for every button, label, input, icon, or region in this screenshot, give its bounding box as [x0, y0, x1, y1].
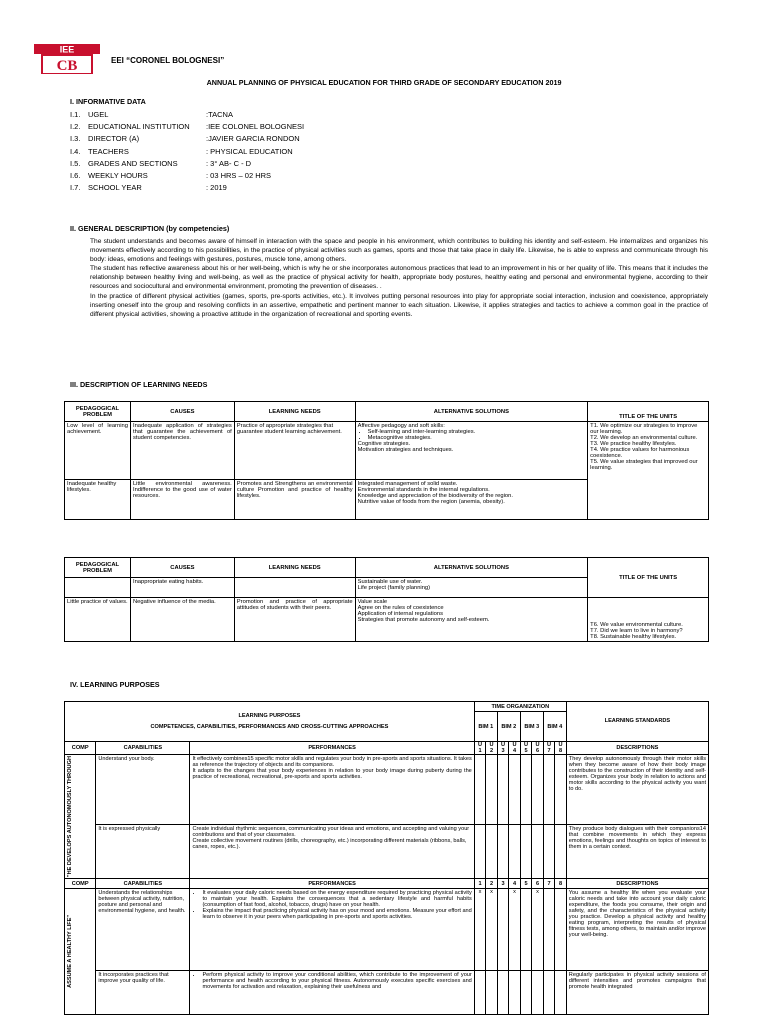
- unit-mark-cell: x: [532, 889, 544, 971]
- time-organization-header: TIME ORGANIZATION: [474, 702, 566, 712]
- unit-title: T6. We value environmental culture.: [590, 622, 683, 628]
- performance-bullet: • It evaluates your daily caloric needs based on the energy expenditure required by practicing physical activity to maintain your health. Explains the consequences that a sedentary lifestyle and harmful habits (consumption of fast food, alcohol, tobacco, drugs) have on your health.: [202, 890, 471, 908]
- unit-number: 2: [486, 879, 498, 889]
- capabilities-header: CAPABILITIES: [96, 879, 190, 889]
- performances-header: PERFORMANCES: [190, 742, 474, 755]
- unit-mark-cell: [543, 889, 555, 971]
- learning-purposes-table: [64, 701, 709, 1015]
- info-number: I.4.: [70, 146, 81, 156]
- svg-text:IEE: IEE: [59, 44, 75, 55]
- solution-line: Sustainable use of water.: [357, 579, 423, 585]
- unit-mark-cell: x: [474, 889, 486, 971]
- info-row: [70, 110, 304, 122]
- unit-title: T7. Did we learn to live in harmony?: [590, 628, 683, 634]
- unit-mark-cell: [532, 755, 544, 825]
- solution-line: Knowledge and appreciation of the biodiversity of the region.: [357, 493, 513, 499]
- units-cell: [588, 422, 709, 520]
- unit-column-header: [555, 742, 567, 755]
- unit-number: 4: [509, 879, 521, 889]
- problem-cell: [65, 578, 131, 598]
- performance-bullet: • Explains the impact that practicing physical activity has on your mood and emotions. Measure your effort and learn to observe it in your peers when participating in pre-sports and sports activities.: [202, 908, 471, 920]
- info-value: : 2019: [206, 183, 227, 193]
- causes-cell: Inadequate application of strategies that guarantee the achievement of student competencies.: [130, 422, 234, 480]
- description-paragraph: In the practice of different physical activities (games, sports, pre-sports activities, etc.). It involves putting personal resources into play for appropriate social interaction, inclusion and coexistence, appropriately inserting oneself into the group and resolving conflicts in an assertive, empathetic and pertinent manner to each situation. Likewise, it applies strategies and tactics to achieve a common goal in the practice of different physical activities, showing a proactive attitude in the organization of recreational and sporting events.: [90, 292, 708, 318]
- unit-mark-cell: [520, 825, 532, 879]
- solution-line: Nutritive value of foods from the region (anemia, obesity).: [357, 499, 505, 505]
- section-heading-general-description: II. GENERAL DESCRIPTION (by competencies): [70, 224, 230, 233]
- unit-mark-cell: [555, 971, 567, 1015]
- unit-mark-cell: [555, 889, 567, 971]
- purposes-title-line: LEARNING PURPOSES: [238, 712, 301, 719]
- solution-line: Environmental standards in the internal regulations.: [357, 487, 490, 493]
- unit-mark-cell: [532, 825, 544, 879]
- info-number: I.5.: [70, 158, 81, 168]
- description-paragraph: The student has reflective awareness about his or her well-being, which is why he or she incorporates autonomous practices that lead to an improvement in his or her quality of life. This means that it includes the relationship between healthy living and well-being, as well as the practice of physical activity for health, appropriate body postures, healthy eating and personal and environmental hygiene, according to their resources and sociocultural and environmental environment, promoting the prevention of diseases. .: [90, 265, 708, 291]
- competence-label: "HE DEVELOPS AUTONOMOUSLY THROUGH: [67, 756, 73, 878]
- info-key: TEACHERS: [88, 146, 129, 156]
- info-row: [70, 147, 304, 159]
- unit-column-header: [543, 742, 555, 755]
- solution-bullet: • Metacognitive strategies.: [368, 435, 586, 441]
- standard-description: You assume a healthy life when you evaluate your caloric needs and take into account your daily caloric expenditure, the foods you consume, their origin and safety, and the characteristics of the physical activity you practice. Develop a physical activity and healthy eating program, interpreting the results of physical fitness tests, among others, to maintain and/or improve your well-being.: [566, 889, 708, 971]
- info-value: : 3° AB- C - D: [206, 158, 252, 168]
- unit-mark-cell: [543, 755, 555, 825]
- performance-text: Create collective movement routines (drills, choreography, etc.) incorporating different materials (ribbons, balls, canes, ropes, etc.).: [192, 838, 467, 851]
- col-header: TITLE OF THE UNITS: [588, 402, 709, 422]
- unit-number: 8: [558, 748, 563, 754]
- informative-data-list: [70, 110, 304, 195]
- info-key: WEEKLY HOURS: [88, 170, 148, 180]
- unit-number: 5: [520, 879, 532, 889]
- info-row: [70, 134, 304, 146]
- capability-cell: It is expressed physically: [96, 825, 190, 879]
- problem-cell: Inadequate healthy lifestyles.: [65, 480, 131, 520]
- performance-cell: [190, 755, 474, 825]
- school-logo: [34, 44, 100, 74]
- unit-mark-cell: [486, 971, 498, 1015]
- col-header: PEDAGOGICAL PROBLEM: [65, 402, 131, 422]
- info-row: [70, 183, 304, 195]
- standards-header: LEARNING STANDARDS: [566, 702, 708, 742]
- unit-title: T2. We develop an environmental culture.: [590, 435, 698, 441]
- learning-needs-table-continued: [64, 557, 709, 642]
- unit-mark-cell: [509, 825, 521, 879]
- col-header: PEDAGOGICAL PROBLEM: [65, 558, 131, 578]
- unit-column-header: [497, 742, 509, 755]
- solution-line: Integrated management of solid waste.: [357, 481, 458, 487]
- unit-column-header: [474, 742, 486, 755]
- capabilities-header: CAPABILITIES: [96, 742, 190, 755]
- competence-cell: [65, 755, 96, 879]
- learning-needs-table: [64, 401, 709, 520]
- info-value: :IEE COLONEL BOLOGNESI: [206, 122, 305, 132]
- unit-mark-cell: [509, 755, 521, 825]
- competence-cell: [65, 889, 96, 1015]
- descriptions-header: DESCRIPTIONS: [566, 879, 708, 889]
- performance-cell: [190, 825, 474, 879]
- solution-line: Strategies that promote autonomy and self-esteem.: [357, 617, 490, 623]
- unit-mark-cell: [555, 755, 567, 825]
- bim-header: BIM 3: [520, 712, 543, 742]
- causes-cell: Negative influence of the media.: [130, 598, 234, 642]
- unit-mark-cell: [497, 971, 509, 1015]
- col-header: ALTERNATIVE SOLUTIONS: [355, 558, 588, 578]
- capability-cell: Understands the relationships between physical activity, nutrition, posture and personal and environmental hygiene, and health.: [96, 889, 190, 971]
- performance-bullet: • Perform physical activity to improve your conditional abilities, which contribute to the improvement of your performance and health according to your physical fitness. Autonomously executes specific exercises and movements for activation and relaxation, explaining their usefulness and: [202, 972, 471, 990]
- document-title: ANNUAL PLANNING OF PHYSICAL EDUCATION FOR THIRD GRADE OF SECONDARY EDUCATION 2019: [206, 78, 562, 87]
- unit-letter: U: [524, 742, 529, 748]
- solution-line: Affective pedagogy and soft skills:: [357, 423, 445, 429]
- info-key: UGEL: [88, 110, 109, 119]
- unit-mark-cell: [474, 971, 486, 1015]
- unit-mark-cell: [509, 971, 521, 1015]
- needs-cell: [234, 578, 355, 598]
- unit-mark-cell: [486, 825, 498, 879]
- info-number: I.2.: [70, 122, 81, 132]
- unit-number: 4: [512, 748, 517, 754]
- description-paragraph: The student understands and becomes aware of himself in interaction with the space and people in his environment, which contributes to building his identity and self-esteem. He internalizes and organizes his movements effectively according to his possibilities, in the practice of physical activities such as games, sports and those that take place in daily life. Likewise, he is able to express and communicate through his body: ideas, emotions and feelings with gestures, postures, muscle tone, among others.: [90, 238, 708, 264]
- school-name: EEI “CORONEL BOLOGNESI”: [111, 56, 225, 65]
- col-header: CAUSES: [130, 558, 234, 578]
- performance-text: Create individual rhythmic sequences, communicating your ideas and emotions, and accepting and valuing your contributions and that of your classmates.: [192, 826, 470, 839]
- unit-column-header: [509, 742, 521, 755]
- unit-mark-cell: x: [509, 889, 521, 971]
- unit-mark-cell: [520, 755, 532, 825]
- section-heading-learning-needs: III. DESCRIPTION OF LEARNING NEEDS: [70, 380, 208, 389]
- unit-letter: U: [478, 742, 483, 748]
- info-key: DIRECTOR (A): [88, 134, 140, 144]
- purposes-title-line: COMPETENCES, CAPABILITIES, PERFORMANCES AND CROSS-CUTTING APPROACHES: [150, 723, 389, 730]
- standard-description: Regularly participates in physical activity sessions of different intensities and promotes campaigns that promote health integrated: [566, 971, 708, 1015]
- unit-letter: U: [547, 742, 552, 748]
- unit-number: 3: [501, 748, 505, 754]
- needs-cell: Promotion and practice of appropriate attitudes of students with their peers.: [234, 598, 355, 642]
- unit-number: 7: [547, 748, 551, 754]
- col-header: LEARNING NEEDS: [234, 402, 355, 422]
- solutions-cell: [355, 480, 588, 520]
- unit-title: T1. We optimize our strategies to improve our learning.: [590, 423, 698, 435]
- competence-label: ASSUME A HEALTHY LIFE": [67, 915, 73, 989]
- unit-mark-cell: [532, 971, 544, 1015]
- col-header: ALTERNATIVE SOLUTIONS: [355, 402, 588, 422]
- purposes-title: [65, 702, 475, 742]
- solution-line: Motivation strategies and techniques.: [357, 447, 454, 453]
- unit-mark-cell: x: [486, 889, 498, 971]
- info-value: : 03 HRS – 02 HRS: [206, 170, 272, 180]
- info-value: :JAVIER GARCIA RONDON: [206, 134, 300, 144]
- performance-cell: [190, 889, 474, 971]
- general-description: [90, 237, 708, 319]
- capability-cell: Understand your body.: [96, 755, 190, 825]
- section-heading-learning-purposes: IV. LEARNING PURPOSES: [70, 680, 160, 689]
- performances-header: PERFORMANCES: [190, 879, 474, 889]
- section-heading-informative: I. INFORMATIVE DATA: [70, 97, 146, 106]
- unit-column-header: [532, 742, 544, 755]
- info-row: [70, 122, 304, 134]
- causes-cell: Little environmental awareness. Indifference to the good use of water resources.: [130, 480, 234, 520]
- col-header: LEARNING NEEDS: [234, 558, 355, 578]
- standard-description: They produce body dialogues with their companions14 that combine movements in which they express emotions, feelings and thoughts on topics of interest to them in a certain context.: [566, 825, 708, 879]
- performance-text: It effectively combines15 specific motor skills and regulates your body in pre-sports and sports situations. It takes as reference the trajectory of objects and its companions.: [192, 756, 472, 768]
- unit-mark-cell: [497, 825, 509, 879]
- unit-number: 1: [474, 879, 486, 889]
- solution-line: Life project (family planning): [357, 585, 431, 591]
- unit-title: T4. We practice values for harmonious coexistence.: [590, 447, 690, 459]
- solution-line: Application of internal regulations: [357, 611, 443, 617]
- descriptions-header: DESCRIPTIONS: [566, 742, 708, 755]
- info-value: : PHYSICAL EDUCATION: [206, 146, 293, 156]
- unit-mark-cell: [474, 825, 486, 879]
- units-cell: [588, 598, 709, 642]
- unit-column-header: [486, 742, 498, 755]
- unit-number: 5: [524, 748, 528, 754]
- info-key: EDUCATIONAL INSTITUTION: [88, 122, 190, 132]
- unit-letter: U: [512, 742, 517, 748]
- unit-letter: U: [535, 742, 540, 748]
- unit-mark-cell: [520, 889, 532, 971]
- unit-mark-cell: [520, 971, 532, 1015]
- unit-mark-cell: [543, 825, 555, 879]
- solutions-cell: [355, 422, 588, 480]
- unit-number: 7: [543, 879, 555, 889]
- problem-cell: Little practice of values.: [65, 598, 131, 642]
- solutions-cell: [355, 598, 588, 642]
- info-key: GRADES AND SECTIONS: [88, 158, 178, 168]
- unit-mark-cell: [497, 889, 509, 971]
- unit-mark-cell: [555, 825, 567, 879]
- info-number: I.1.: [70, 110, 81, 119]
- capability-cell: It incorporates practices that improve your quality of life.: [96, 971, 190, 1015]
- bim-header: BIM 1: [474, 712, 497, 742]
- problem-cell: Low level of learning achievement.: [65, 422, 131, 480]
- svg-text:CB: CB: [56, 58, 78, 74]
- unit-number: 6: [532, 879, 544, 889]
- unit-title: T3. We practice healthy lifestyles.: [590, 441, 677, 447]
- unit-column-header: [520, 742, 532, 755]
- unit-title: T8. Sustainable healthy lifestyles.: [590, 634, 677, 640]
- unit-title: T5. We value strategies that improved our learning.: [590, 459, 698, 471]
- info-number: I.3.: [70, 134, 81, 144]
- info-number: I.7.: [70, 183, 81, 193]
- unit-number: 6: [535, 748, 540, 754]
- unit-letter: U: [558, 742, 563, 748]
- unit-number: 1: [478, 748, 482, 754]
- info-number: I.6.: [70, 170, 81, 180]
- standard-description: They develop autonomously through their motor skills when they become aware of how their body image contributes to the construction of their identity and self-esteem. Organizes your body in relation to actions and motor skills according to the physical activity you want to do.: [566, 755, 708, 825]
- solution-bullet: • Self-learning and inter-learning strategies.: [368, 429, 586, 435]
- comp-header: COMP: [65, 742, 96, 755]
- unit-letter: U: [489, 742, 494, 748]
- info-row: [70, 171, 304, 183]
- unit-mark-cell: [497, 755, 509, 825]
- col-header: CAUSES: [130, 402, 234, 422]
- solution-line: Agree on the rules of coexistence: [357, 605, 444, 611]
- unit-mark-cell: [543, 971, 555, 1015]
- solution-line: Cognitive strategies.: [357, 441, 411, 447]
- unit-number: 2: [489, 748, 494, 754]
- bim-header: BIM 2: [497, 712, 520, 742]
- bim-header: BIM 4: [543, 712, 566, 742]
- unit-number: 8: [555, 879, 567, 889]
- unit-mark-cell: [486, 755, 498, 825]
- col-header: TITLE OF THE UNITS: [588, 558, 709, 598]
- solutions-cell: [355, 578, 588, 598]
- info-value: :TACNA: [206, 110, 233, 119]
- solution-line: Value scale: [357, 599, 388, 605]
- needs-cell: Practice of appropriate strategies that guarantee student learning achievement.: [234, 422, 355, 480]
- performance-cell: [190, 971, 474, 1015]
- unit-number: 3: [497, 879, 509, 889]
- causes-cell: Inappropriate eating habits.: [130, 578, 234, 598]
- info-key: SCHOOL YEAR: [88, 183, 142, 193]
- performance-text: It adapts to the changes that your body experiences in relation to your body image during puberty during the practice of recreational, recreational, pre-sports and sports activities.: [192, 768, 472, 780]
- unit-letter: U: [501, 742, 506, 748]
- info-row: [70, 159, 304, 171]
- needs-cell: Promotes and Strengthens an environmental culture Promotion and practice of healthy lifestyles.: [234, 480, 355, 520]
- unit-mark-cell: [474, 755, 486, 825]
- comp-header: COMP: [65, 879, 96, 889]
